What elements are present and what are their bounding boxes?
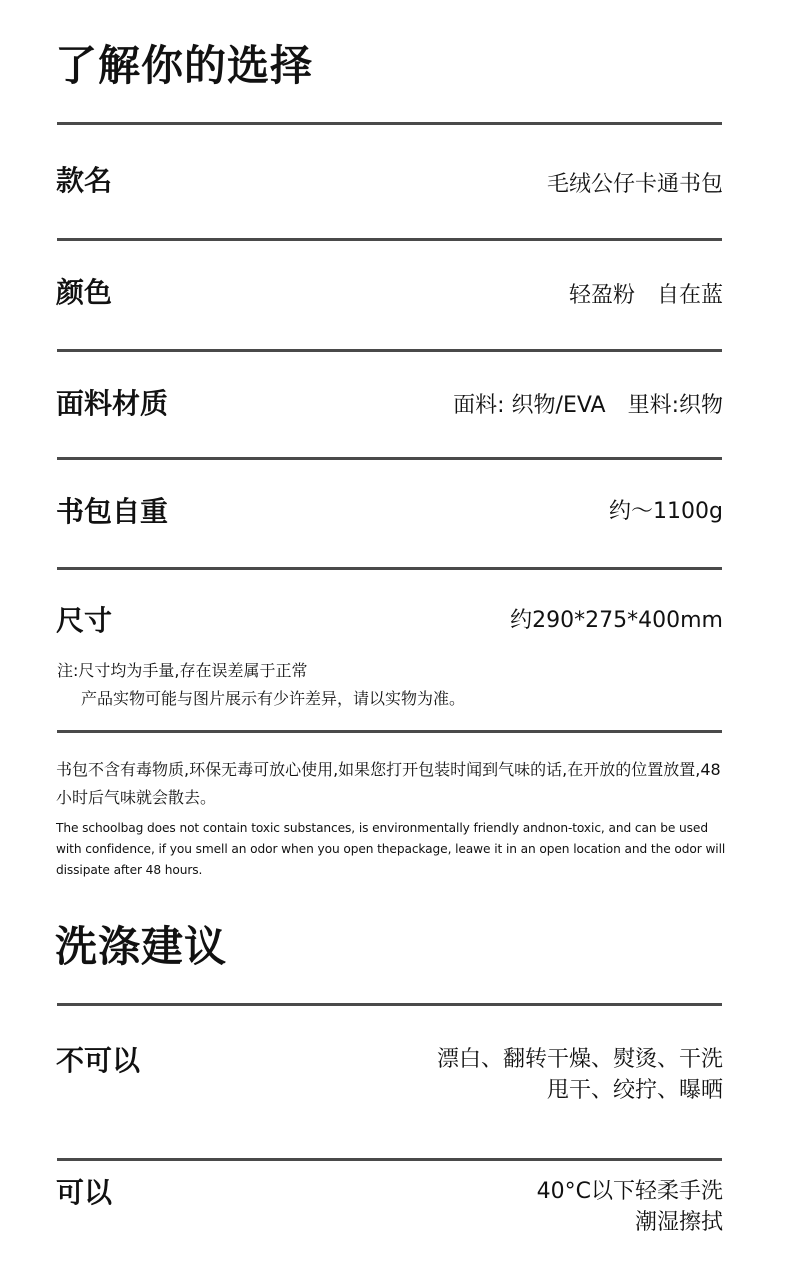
divider [57, 122, 722, 125]
divider [57, 457, 722, 460]
divider [57, 238, 722, 241]
care-allowed-line1: 40°C以下轻柔手洗 [536, 1179, 723, 1204]
care-label-allowed: 可以 [56, 1176, 113, 1209]
material-outer: 面料: 织物/EVA [453, 393, 606, 418]
spec-label-material: 面料材质 [56, 387, 169, 420]
spec-label-weight: 书包自重 [56, 495, 169, 528]
care-value-not-allowed [437, 1044, 723, 1106]
divider [57, 567, 722, 570]
color-option-blue: 自在蓝 [656, 283, 723, 308]
spec-value-color [569, 281, 723, 311]
divider [57, 349, 722, 352]
size-note-line2: 产品实物可能与图片展示有少许差异，请以实物为准。 [81, 689, 466, 708]
divider [57, 730, 722, 733]
care-value-allowed [537, 1176, 723, 1238]
material-lining: 里料:织物 [627, 393, 723, 418]
spec-label-name: 款名 [56, 164, 113, 197]
spec-value-weight: 约～1100g [609, 499, 723, 524]
safety-text-cn: 书包不含有毒物质,环保无毒可放心使用,如果您打开包装时闻到气味的话,在开放的位置放置,48小时后气味就会散去。 [56, 760, 721, 807]
color-option-pink: 轻盈粉 [568, 283, 635, 308]
spec-value-size: 约290*275*400mm [510, 608, 723, 633]
care-label-not-allowed: 不可以 [56, 1044, 141, 1077]
spec-value-name: 毛绒公仔卡通书包 [546, 172, 723, 197]
care-not-allowed-line1: 漂白、翻转干燥、熨烫、干洗 [436, 1047, 723, 1072]
section-title-care: 洗涤建议 [55, 922, 228, 971]
spec-label-color: 颜色 [56, 276, 113, 309]
safety-text-en: The schoolbag does not contain toxic substances, is environmentally friendly andnon-toxic, and can be used with confidence, if you smell an odor when you open thepackage, leawe it in an open location and the odor will dissipate after 48 hours. [56, 821, 726, 877]
size-note-line1: 注:尺寸均为手量,存在误差属于正常 [57, 661, 308, 680]
size-note [57, 657, 465, 713]
divider [57, 1003, 722, 1006]
spec-value-material [453, 391, 723, 421]
divider [57, 1158, 722, 1161]
care-allowed-line2: 潮湿擦拭 [634, 1210, 723, 1235]
care-not-allowed-line2: 甩干、绞拧、曝晒 [546, 1078, 723, 1103]
section-title-choice: 了解你的选择 [55, 41, 314, 90]
spec-label-size: 尺寸 [56, 604, 113, 637]
